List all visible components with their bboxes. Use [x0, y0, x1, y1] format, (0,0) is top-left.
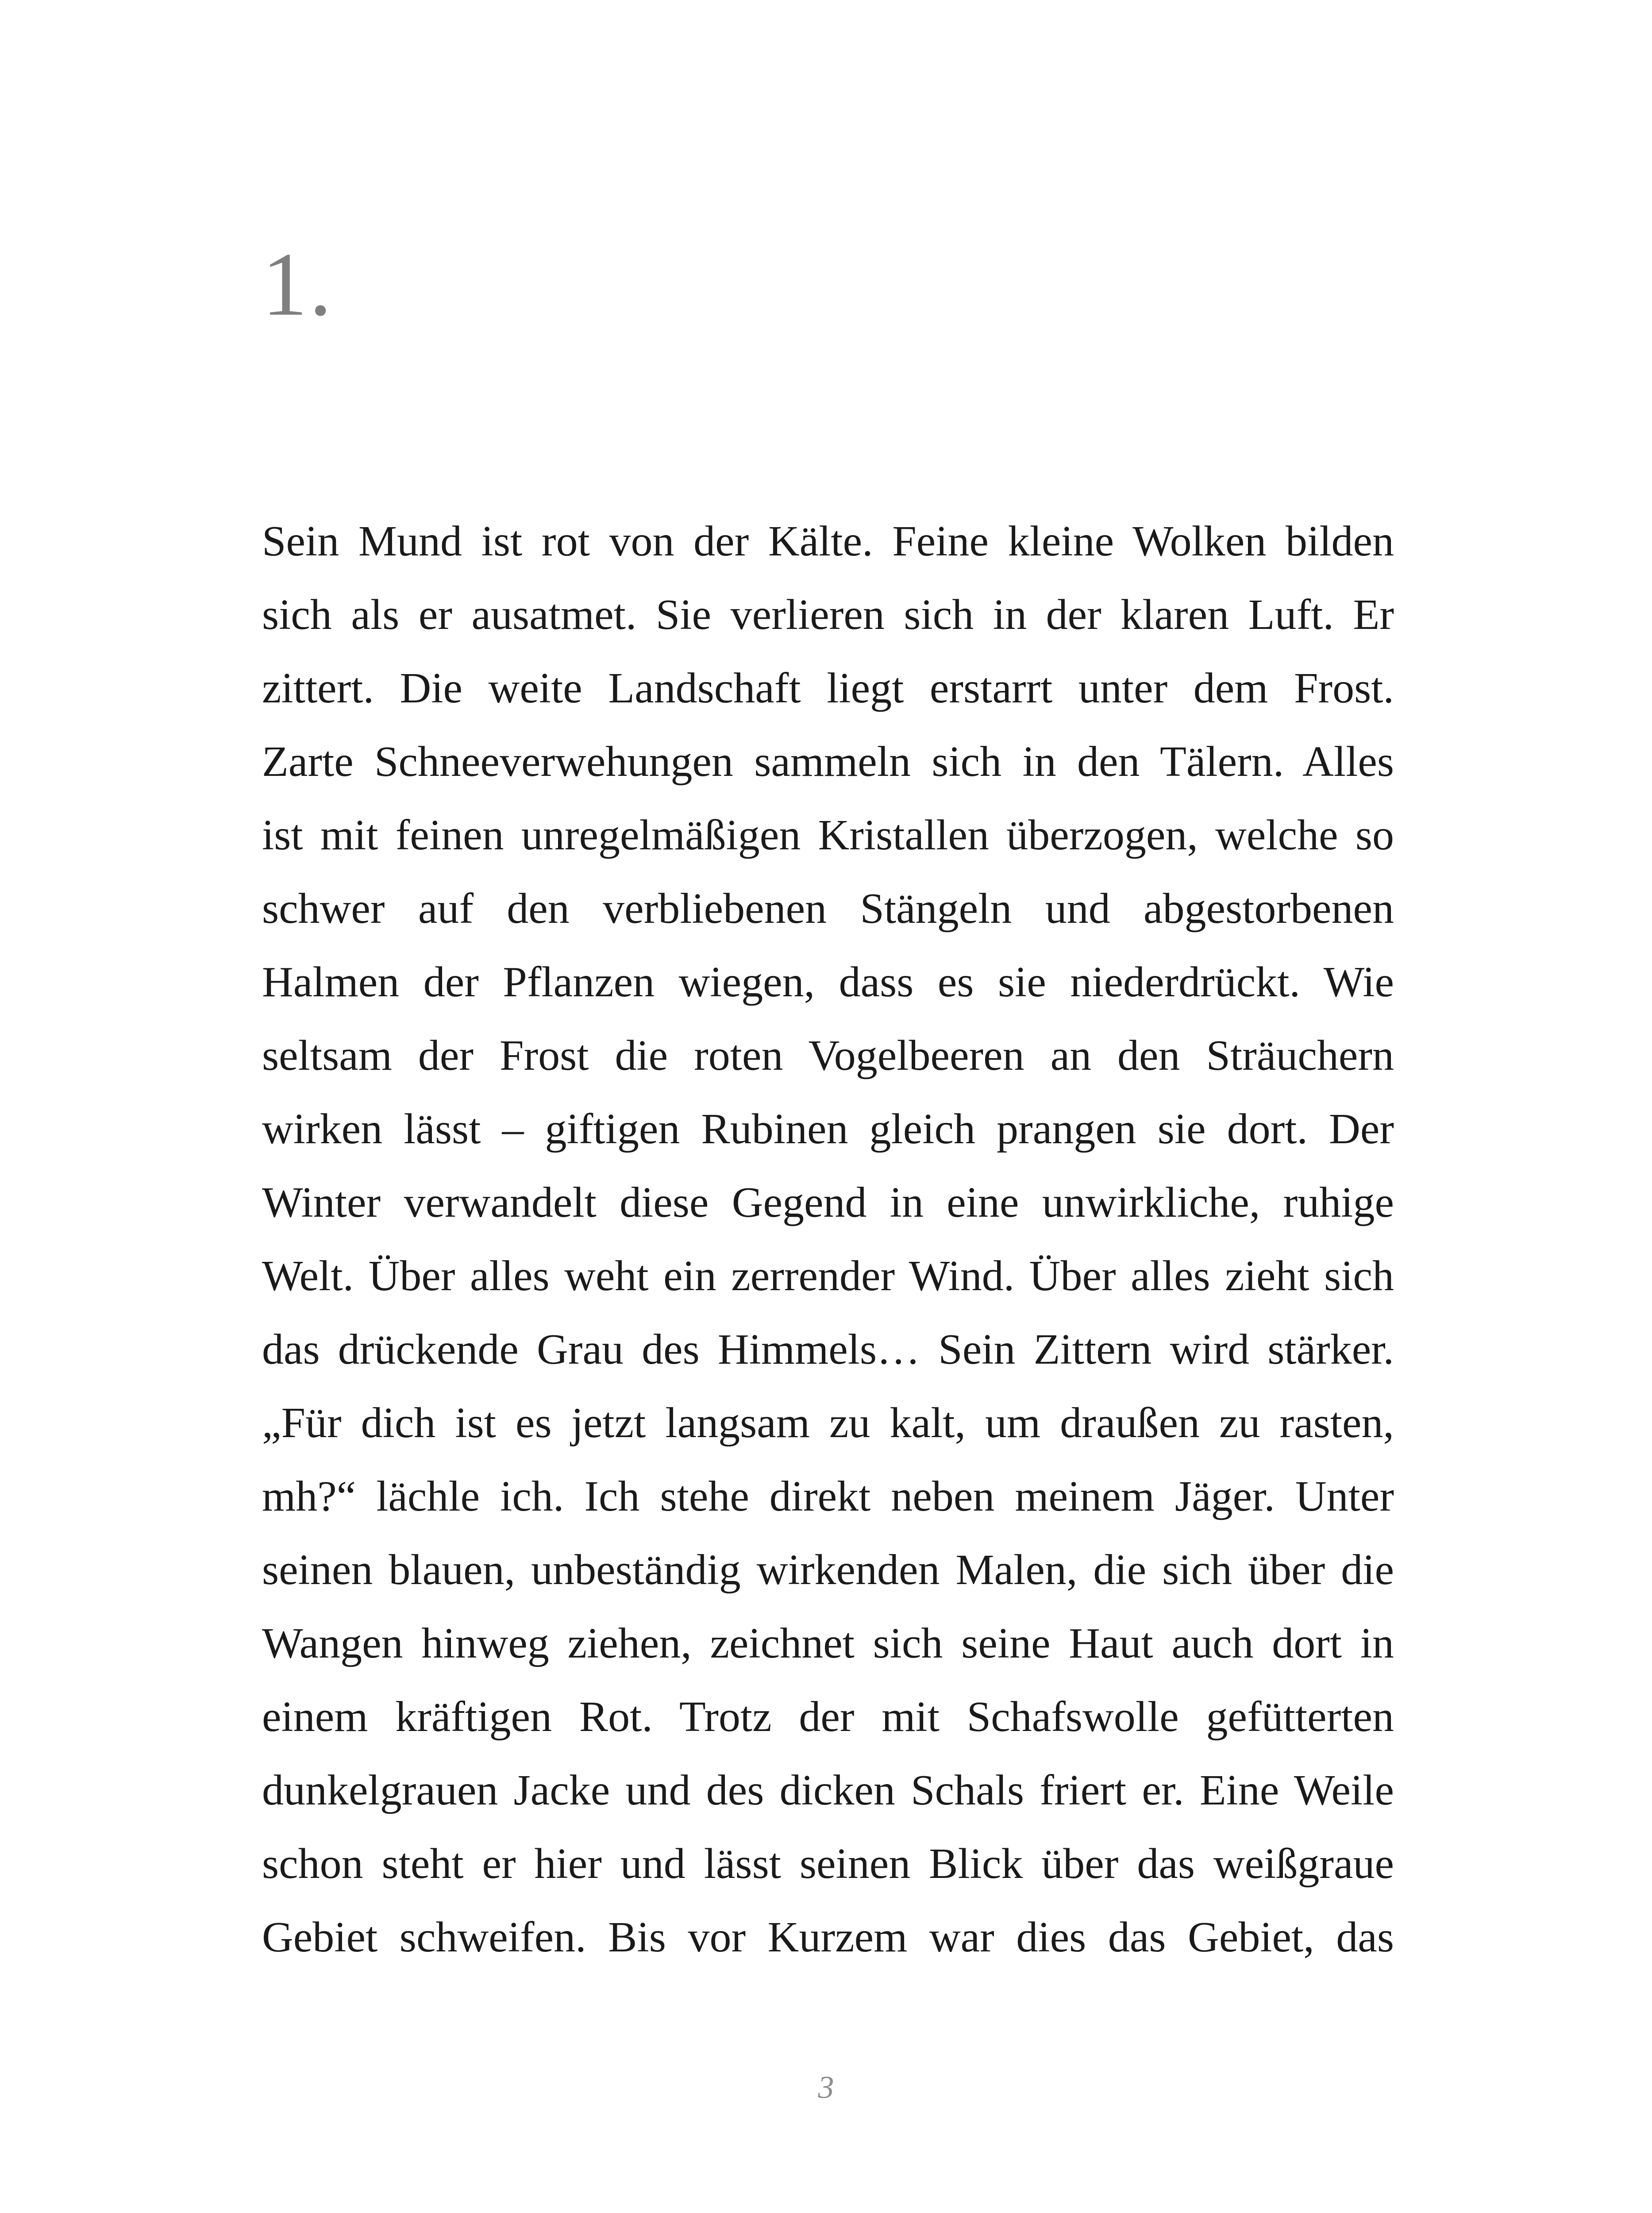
text-line: Winter verwandelt diese Gegend in eine unwirkliche, ruhige: [262, 1179, 1394, 1226]
text-line: wirken lässt – giftigen Rubinen gleich prangen sie dort. Der: [262, 1105, 1394, 1153]
text-line: Wangen hinweg ziehen, zeichnet sich seine Haut auch dort in: [262, 1619, 1394, 1667]
text-line: seinen blauen, unbeständig wirkenden Malen, die sich über die: [262, 1546, 1394, 1594]
text-line: zittert. Die weite Landschaft liegt erstarrt unter dem Frost.: [262, 664, 1394, 712]
text-line: Welt. Über alles weht ein zerrender Wind. Über alles zieht sich: [262, 1252, 1394, 1300]
page-number: 3: [818, 2070, 834, 2105]
text-line: sich als er ausatmet. Sie verlieren sich in der klaren Luft. Er: [262, 591, 1394, 639]
text-line: ist mit feinen unregelmäßigen Kristallen überzogen, welche so: [262, 811, 1394, 859]
body-text: [262, 505, 1394, 1974]
text-line: Sein Mund ist rot von der Kälte. Feine kleine Wolken bilden: [262, 517, 1394, 565]
chapter-number: 1.: [262, 234, 334, 335]
text-line: Zarte Schneeverwehungen sammeln sich in den Tälern. Alles: [262, 738, 1394, 786]
text-line: „Für dich ist es jetzt langsam zu kalt, um draußen zu rasten,: [262, 1399, 1394, 1447]
text-line: Gebiet schweifen. Bis vor Kurzem war dies das Gebiet, das: [262, 1913, 1394, 1961]
text-line: mh?“ lächle ich. Ich stehe direkt neben meinem Jäger. Unter: [262, 1473, 1394, 1520]
text-line: schwer auf den verbliebenen Stängeln und abgestorbenen: [262, 885, 1394, 933]
text-line: das drückende Grau des Himmels… Sein Zittern wird stärker.: [262, 1326, 1394, 1373]
text-line: einem kräftigen Rot. Trotz der mit Schafswolle gefütterten: [262, 1693, 1394, 1741]
text-line: schon steht er hier und lässt seinen Blick über das weißgraue: [262, 1840, 1394, 1888]
text-line: dunkelgrauen Jacke und des dicken Schals friert er. Eine Weile: [262, 1766, 1394, 1814]
text-line: seltsam der Frost die roten Vogelbeeren an den Sträuchern: [262, 1032, 1394, 1080]
text-line: Halmen der Pflanzen wiegen, dass es sie niederdrückt. Wie: [262, 958, 1394, 1006]
